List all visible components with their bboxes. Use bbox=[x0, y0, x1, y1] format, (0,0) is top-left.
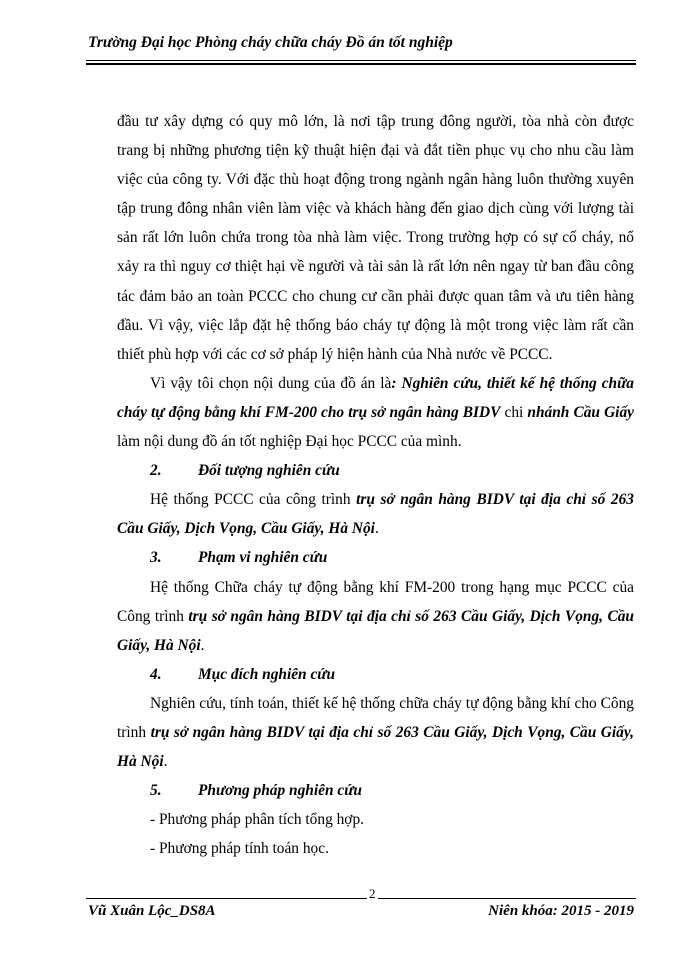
section-heading-5 bbox=[117, 776, 634, 805]
page-number: 2 bbox=[369, 886, 376, 901]
section-2-text bbox=[117, 485, 634, 543]
topic-lead: Vì vậy tôi chọn nội dung của đồ án là bbox=[150, 374, 392, 392]
section-title: Phạm vi nghiên cứu bbox=[198, 549, 328, 567]
section-4-text bbox=[117, 689, 634, 776]
section-heading-3 bbox=[117, 543, 634, 572]
section-number: 5. bbox=[150, 782, 162, 800]
footer-course: Niên khóa: 2015 - 2019 bbox=[488, 903, 634, 919]
topic-title: Nghiên cứu, thiết kế hệ thống chữa cháy tự động bằng khí FM-200 cho trụ sở ngân hàng BIDV bbox=[117, 374, 634, 421]
section-heading-4 bbox=[117, 660, 634, 689]
topic-colon: : bbox=[391, 374, 402, 392]
section-3-emph: trụ sở ngân hàng BIDV tại địa chỉ số 263 Cầu Giấy, Dịch Vọng, Cầu Giấy, Hà Nội bbox=[117, 607, 634, 654]
topic-mid: chi bbox=[500, 403, 528, 421]
section-4-end: . bbox=[163, 753, 168, 771]
section-title: Phương pháp nghiên cứu bbox=[198, 782, 362, 800]
topic-branch: nhánh Cầu Giấy bbox=[527, 403, 634, 421]
section-number: 3. bbox=[150, 549, 162, 567]
footer-author: Vũ Xuân Lộc_DS8A bbox=[88, 903, 216, 919]
document-body bbox=[117, 107, 634, 863]
section-title: Mục đích nghiên cứu bbox=[198, 665, 336, 683]
section-4-emph: trụ sở ngân hàng BIDV tại địa chỉ số 263 Cầu Giấy, Dịch Vọng, Cầu Giấy, Hà Nội bbox=[117, 723, 634, 771]
section-number: 2. bbox=[150, 462, 162, 480]
section-3-lead: Hệ thống Chữa cháy tự động bằng khí FM-200 trong hạng mục PCCC của Công trình bbox=[117, 578, 634, 625]
section-3-text bbox=[117, 573, 634, 660]
section-4-lead: Nghiên cứu, tính toán, thiết kế hệ thống chữa cháy tự động bằng khí cho Công trình bbox=[117, 694, 634, 741]
section-heading-2 bbox=[117, 456, 634, 485]
list-item: - Phương pháp phân tích tổng hợp. bbox=[150, 811, 364, 829]
section-2-end: . bbox=[374, 520, 379, 538]
section-number: 4. bbox=[150, 665, 162, 683]
section-2-lead: Hệ thống PCCC của công trình bbox=[150, 491, 357, 509]
header-rule-thick bbox=[86, 63, 636, 65]
topic-tail: làm nội dung đồ án tốt nghiệp Đại học PCCC của mình. bbox=[117, 433, 462, 451]
list-item: - Phương pháp tính toán học. bbox=[150, 840, 329, 858]
section-2-emph: trụ sở ngân hàng BIDV tại địa chỉ số 263 Cầu Giấy, Dịch Vọng, Cầu Giấy, Hà Nội bbox=[117, 491, 634, 538]
section-title: Đối tượng nghiên cứu bbox=[198, 462, 340, 480]
page-header: Trường Đại học Phòng cháy chữa cháy Đồ án tốt nghiệp bbox=[88, 34, 453, 51]
paragraph-topic bbox=[117, 369, 634, 456]
header-rule-thin bbox=[86, 60, 636, 61]
paragraph-intro: đầu tư xây dựng có quy mô lớn, là nơi tập trung đông người, tòa nhà còn được trang bị những phương tiện kỹ thuật hiện đại và đắt tiền phục vụ cho nhu cầu làm việc của công ty. Với đặc thù hoạt động trong ngành ngân hàng luôn thường xuyên tập trung đông nhân viên làm việc và khách hàng đến giao dịch cùng với lượng tài sản rất lớn luôn chứa trong tòa nhà làm việc. Trong trường hợp có sự cố cháy, nổ xảy ra thì nguy cơ thiệt hại về người và tài sản là rất lớn nên ngay từ ban đầu công tác đảm bảo an toàn PCCC cho chung cư cần phải được quan tâm và ưu tiên hàng đầu. Vì vậy, việc lắp đặt hệ thống báo cháy tự động là một trong việc làm rất cần thiết phù hợp với các cơ sở pháp lý hiện hành của Nhà nước về PCCC. bbox=[117, 113, 634, 363]
footer-rule bbox=[86, 898, 636, 899]
section-3-end: . bbox=[200, 636, 205, 654]
